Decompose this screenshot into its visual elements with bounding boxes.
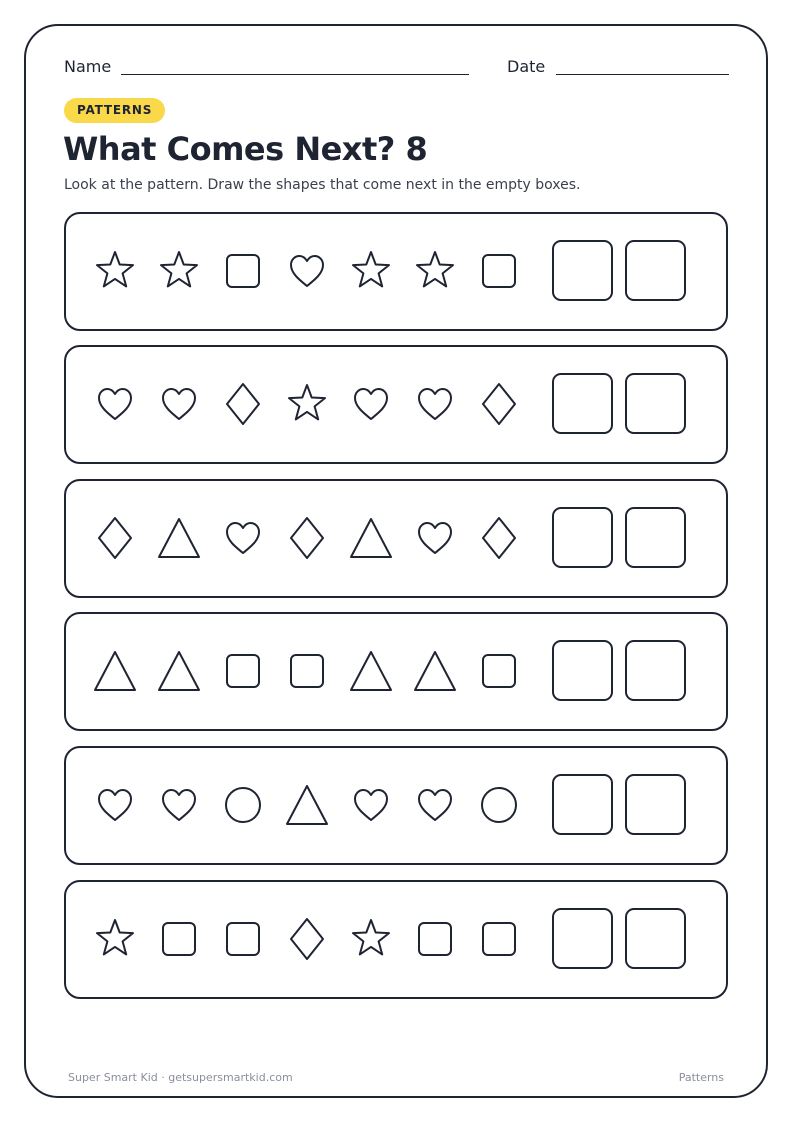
instructions-text: Look at the pattern. Draw the shapes that come next in the empty boxes. [64, 177, 581, 193]
diamond-icon [285, 917, 329, 961]
name-label: Name [64, 57, 112, 76]
square-icon [477, 917, 521, 961]
answer-box[interactable] [552, 373, 613, 434]
triangle-icon [413, 649, 457, 693]
diamond-icon [93, 516, 137, 560]
circle-icon [477, 783, 521, 827]
star-icon [157, 249, 201, 293]
answer-box[interactable] [552, 240, 613, 301]
answer-box[interactable] [552, 908, 613, 969]
heart-icon [157, 382, 201, 426]
answer-box[interactable] [552, 774, 613, 835]
heart-icon [221, 516, 265, 560]
pattern-row-2 [64, 345, 728, 464]
category-badge: PATTERNS [64, 98, 165, 123]
date-label: Date [507, 57, 546, 76]
star-icon [349, 917, 393, 961]
triangle-icon [349, 516, 393, 560]
triangle-icon [349, 649, 393, 693]
diamond-icon [221, 382, 265, 426]
answer-box[interactable] [625, 640, 686, 701]
star-icon [349, 249, 393, 293]
heart-icon [157, 783, 201, 827]
diamond-icon [477, 516, 521, 560]
star-icon [413, 249, 457, 293]
triangle-icon [157, 516, 201, 560]
answer-box[interactable] [625, 507, 686, 568]
pattern-row-6 [64, 880, 728, 999]
pattern-row-4 [64, 612, 728, 731]
heart-icon [413, 382, 457, 426]
square-icon [285, 649, 329, 693]
answer-box[interactable] [625, 373, 686, 434]
star-icon [285, 382, 329, 426]
heart-icon [93, 382, 137, 426]
square-icon [221, 649, 265, 693]
triangle-icon [285, 783, 329, 827]
star-icon [93, 249, 137, 293]
diamond-icon [477, 382, 521, 426]
heart-icon [285, 249, 329, 293]
square-icon [157, 917, 201, 961]
footer-brand: Super Smart Kid · getsupersmartkid.com [68, 1071, 293, 1084]
answer-box[interactable] [552, 640, 613, 701]
page-title: What Comes Next? 8 [63, 130, 428, 168]
pattern-row-3 [64, 479, 728, 598]
square-icon [221, 249, 265, 293]
heart-icon [413, 516, 457, 560]
answer-box[interactable] [625, 240, 686, 301]
heart-icon [93, 783, 137, 827]
triangle-icon [157, 649, 201, 693]
diamond-icon [285, 516, 329, 560]
answer-box[interactable] [625, 908, 686, 969]
circle-icon [221, 783, 265, 827]
pattern-row-5 [64, 746, 728, 865]
date-field[interactable] [556, 74, 729, 75]
star-icon [93, 917, 137, 961]
pattern-row-1 [64, 212, 728, 331]
triangle-icon [93, 649, 137, 693]
square-icon [413, 917, 457, 961]
heart-icon [349, 783, 393, 827]
name-field[interactable] [121, 74, 469, 75]
heart-icon [413, 783, 457, 827]
answer-box[interactable] [625, 774, 686, 835]
answer-box[interactable] [552, 507, 613, 568]
square-icon [477, 649, 521, 693]
square-icon [477, 249, 521, 293]
footer-topic: Patterns [678, 1071, 724, 1084]
square-icon [221, 917, 265, 961]
heart-icon [349, 382, 393, 426]
